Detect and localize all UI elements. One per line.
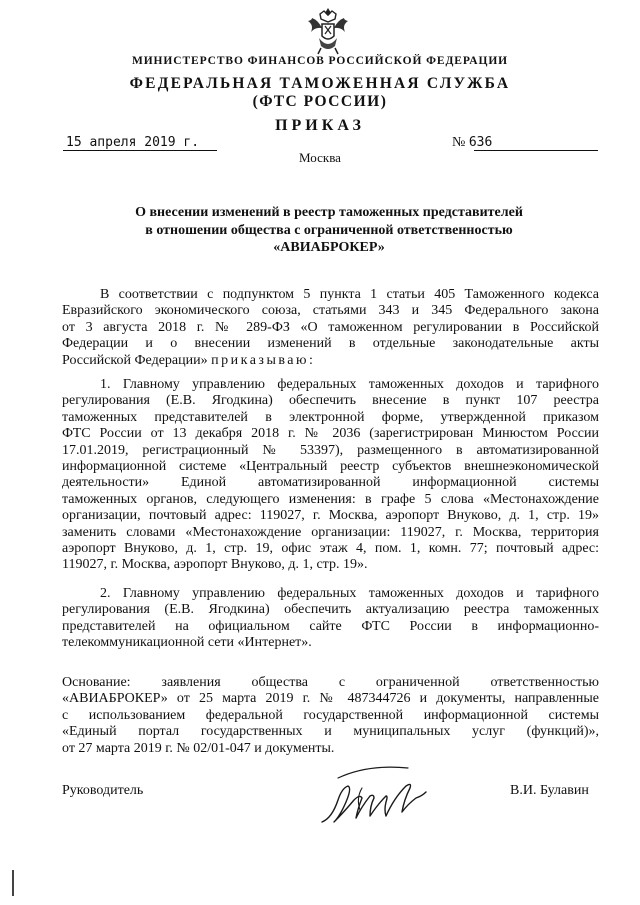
text-line: В соответствии с подпунктом 5 пункта 1 статьи 405 Таможенного кодекса	[100, 287, 599, 302]
text-line	[62, 353, 599, 369]
ministry-name: МИНИСТЕРСТВО ФИНАНСОВ РОССИЙСКОЙ ФЕДЕРАЦИИ	[131, 55, 509, 67]
text-line: Евразийского экономического союза, статьями 343 и 345 Федерального закона	[62, 303, 599, 319]
text-line: представителей на официальном сайте ФТС России в информационно-	[62, 618, 599, 634]
document-type: ПРИКАЗ	[275, 117, 365, 134]
order-word: приказываю:	[211, 352, 316, 368]
text-fragment: Российской Федерации»	[62, 352, 208, 368]
text-line: Основание: заявления общества с ограниченной ответственностью	[62, 675, 599, 690]
coat-of-arms-emblem-icon	[307, 4, 349, 56]
clause-2	[62, 586, 599, 652]
handwritten-signature-icon	[318, 752, 438, 832]
text-line: заменить словами «Местонахождение организации: 119027, г. Москва, территория	[62, 524, 599, 540]
document-title	[60, 204, 598, 257]
text-line: от 27 марта 2019 г. № 02/01-047 и документы.	[62, 740, 335, 756]
text-line: регулирования (Е.В. Ягодкина) обеспечить внесение в пункт 107 реестра	[62, 393, 599, 409]
city: Москва	[299, 150, 341, 165]
text-line: регулирования (Е.В. Ягодкина) обеспечить актуализацию реестра таможенных	[62, 602, 599, 618]
text-line: 2. Главному управлению федеральных таможенных доходов и тарифного	[100, 586, 599, 601]
text-line: телекоммуникационной сети «Интернет».	[62, 635, 312, 651]
title-line: «АВИАБРОКЕР»	[273, 240, 385, 255]
service-name: ФЕДЕРАЛЬНАЯ ТАМОЖЕННАЯ СЛУЖБА	[129, 75, 511, 92]
text-line: таможенных органов, следующего изменения: в графе 5 слова «Местонахождение	[62, 491, 599, 507]
title-line: в отношении общества с ограниченной ответственностью	[145, 222, 513, 238]
title-line: О внесении изменений в реестр таможенных представителей	[135, 205, 523, 220]
text-line: с использованием федеральной государственной информационной системы	[62, 707, 599, 723]
text-line: таможенных представителей в электронной форме, утвержденной приказом	[62, 409, 599, 425]
text-line: Федерации и о внесении изменений в отдельные законодательные акты	[62, 336, 599, 352]
text-line: аэропорт Внуково, д. 1, стр. 19, офис этаж 4, пом. 1, комн. 77; почтовый адрес:	[62, 541, 599, 557]
text-line: ФТС России от 13 декабря 2018 г. № 2036 (зарегистрирован Минюстом России	[62, 426, 599, 442]
text-line: 119027, г. Москва, аэропорт Внуково, д. 1, стр. 19».	[62, 557, 368, 573]
order-date: 15 апреля 2019 г.	[66, 135, 200, 150]
preamble-paragraph	[62, 287, 599, 369]
scan-edge-mark	[12, 870, 14, 896]
text-line: «Единый портал государственных и муниципальных услуг (функций)»,	[62, 724, 599, 740]
order-number	[452, 135, 492, 151]
number-value: 636	[468, 135, 493, 150]
text-line: 17.01.2019, регистрационный № 53397), размещенного в автоматизированной	[62, 442, 599, 458]
clause-1	[62, 377, 599, 574]
text-line: информационной системе «Центральный реестр субъектов внешнеэкономической	[62, 459, 599, 475]
number-sign: №	[452, 135, 466, 150]
text-line: организации, почтовый адрес: 119027, г. Москва, аэропорт Внуково, д. 1, стр. 19»	[62, 508, 599, 524]
text-line: «АВИАБРОКЕР» от 25 марта 2019 г. № 487344726 и документы, направленные	[62, 691, 599, 707]
text-line: деятельности» Единой автоматизированной информационной системы	[62, 475, 599, 491]
text-line: от 3 августа 2018 г. № 289-ФЗ «О таможенном регулировании в Российской	[62, 319, 599, 335]
basis-paragraph	[62, 675, 599, 757]
signer-name: В.И. Булавин	[510, 783, 589, 798]
service-short-name: (ФТС РОССИИ)	[252, 93, 388, 110]
text-line: 1. Главному управлению федеральных таможенных доходов и тарифного	[100, 377, 599, 392]
signer-role: Руководитель	[62, 783, 144, 798]
